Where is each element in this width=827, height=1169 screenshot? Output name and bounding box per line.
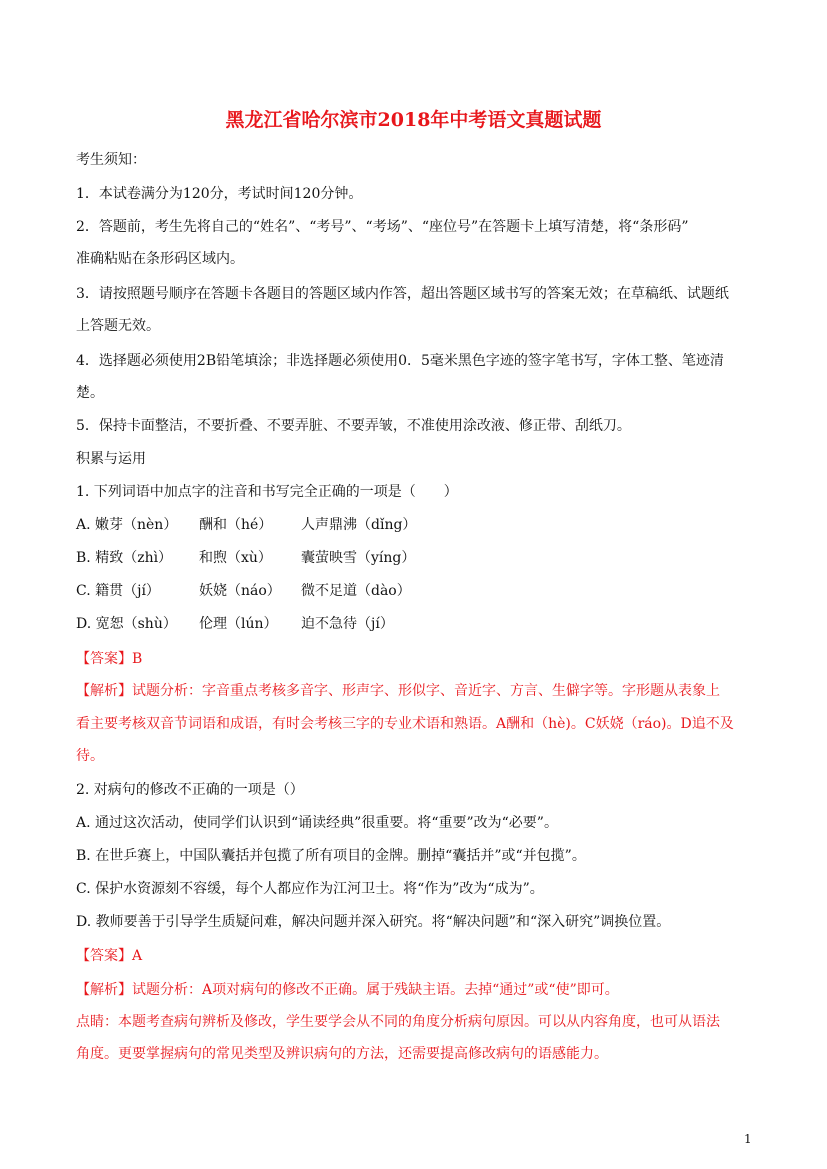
notice-item-4-line-1: 4．选择题必须使用2B铅笔填涂；非选择题必须使用0．5毫米黑色字迹的签字笔书写，字体工整、笔迹清 <box>76 353 724 369</box>
q1-option-d-word-1: D. 宽恕（shù） <box>76 616 177 632</box>
q1-option-c-word-1: C. 籍贯（jí） <box>76 583 160 599</box>
notice-item-2-line-1: 2．答题前，考生先将自己的“姓名”、“考号”、“考场”、“座位号”在答题卡上填写清楚，将“条形码” <box>76 219 689 235</box>
notice-item-4-line-2: 楚。 <box>76 385 104 401</box>
q1-analysis-line-3: 待。 <box>76 748 104 764</box>
q2-analysis: 【解析】试题分析：A项对病句的修改不正确。属于残缺主语。去掉“通过”或“使”即可。 <box>76 982 619 998</box>
q1-option-b-word-3: 囊萤映雪（yíng） <box>301 550 416 566</box>
notice-heading: 考生须知： <box>76 152 146 168</box>
q2-option-c: C. 保护水资源刻不容缓，每个人都应作为江河卫士。将“作为”改为“成为”。 <box>76 881 544 897</box>
q2-option-d: D. 教师要善于引导学生质疑问难，解决问题并深入研究。将“解决问题”和“深入研究”调换位置。 <box>76 914 671 930</box>
q2-answer: 【答案】A <box>76 948 143 964</box>
notice-item-5: 5．保持卡面整洁，不要折叠、不要弄脏、不要弄皱，不准使用涂改液、修正带、刮纸刀。 <box>76 418 631 434</box>
q1-analysis-line-1: 【解析】试题分析：字音重点考核多音字、形声字、形似字、音近字、方言、生僻字等。字形题从表象上 <box>76 683 720 699</box>
q1-option-b-word-2: 和煦（xù） <box>199 550 272 566</box>
q1-option-d-word-3: 迫不急待（jí） <box>301 616 394 632</box>
q2-option-b: B. 在世乒赛上，中国队囊括并包揽了所有项目的金牌。删掉“囊括并”或“并包揽”。 <box>76 848 586 864</box>
q1-option-a-word-1: A. 嫩芽（nèn） <box>76 517 178 533</box>
q1-option-a-word-2: 酬和（hé） <box>199 517 273 533</box>
q1-option-c-word-2: 妖娆（náo） <box>199 583 281 599</box>
q1-option-a-word-3: 人声鼎沸（dǐng） <box>301 517 417 533</box>
page-number: 1 <box>744 1132 752 1146</box>
notice-item-1: 1．本试卷满分为120分，考试时间120分钟。 <box>76 186 363 202</box>
notice-item-3-line-2: 上答题无效。 <box>76 318 160 334</box>
q1-option-c-word-3: 微不足道（dào） <box>301 583 411 599</box>
q1-answer: 【答案】B <box>76 651 143 667</box>
q2-tip-line-1: 点睛：本题考查病句辨析及修改，学生要学会从不同的角度分析病句原因。可以从内容角度，也可从语法 <box>76 1014 720 1030</box>
q2-tip-line-2: 角度。更要掌握病句的常见类型及辨识病句的方法，还需要提高修改病句的语感能力。 <box>76 1046 608 1062</box>
q2-option-a: A. 通过这次活动，使同学们认识到“诵读经典”很重要。将“重要”改为“必要”。 <box>76 815 558 831</box>
question-1-stem: 1. 下列词语中加点字的注音和书写完全正确的一项是（ ） <box>76 484 458 500</box>
notice-item-2-line-2: 准确粘贴在条形码区域内。 <box>76 251 244 267</box>
question-2-stem: 2. 对病句的修改不正确的一项是（） <box>76 782 304 798</box>
document-title: 黑龙江省哈尔滨市2018年中考语文真题试题 <box>225 109 602 131</box>
q1-option-b-word-1: B. 精致（zhì） <box>76 550 173 566</box>
section-heading: 积累与运用 <box>76 451 146 467</box>
notice-item-3-line-1: 3．请按照题号顺序在答题卡各题目的答题区域内作答，超出答题区域书写的答案无效；在草稿纸、试题纸 <box>76 286 729 302</box>
q1-option-d-word-2: 伦理（lún） <box>199 616 278 632</box>
q1-analysis-line-2: 看主要考核双音节词语和成语，有时会考核三字的专业术语和熟语。A酬和（hè)。C妖娆（ráo)。D追不及 <box>76 716 734 732</box>
